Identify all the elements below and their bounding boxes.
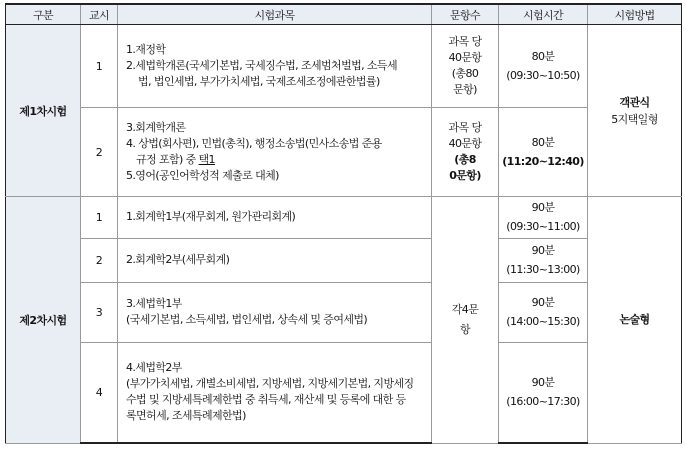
exam-time-cell	[499, 197, 588, 239]
subject-line: 법, 법인세법, 부가가치세법, 국제조세조정에관한법률)	[138, 75, 380, 89]
exam-time-cell	[499, 238, 588, 282]
count-line: 각4문	[451, 302, 479, 316]
round-1-label: 제1차시험	[6, 25, 81, 197]
exam-time-cell	[499, 342, 588, 443]
header-exam-method: 시험방법	[588, 4, 682, 25]
header-subjects: 시험과목	[118, 4, 432, 25]
header-exam-time: 시험시간	[499, 4, 588, 25]
duration: 80분	[531, 50, 555, 64]
period-cell: 1	[81, 25, 118, 108]
subject-line: (국세기본법, 소득세법, 법인세법, 상속세 및 증여세법)	[126, 313, 368, 327]
subject-line: 2.세법학개론(국세기본법, 국세징수법, 조세범처벌법, 소득세	[126, 59, 397, 73]
subject-line: 3.회계학개론	[126, 121, 186, 135]
time-range: (16:00~17:30)	[506, 395, 580, 409]
count-line: 과목 당	[448, 35, 482, 49]
duration: 90분	[531, 244, 555, 258]
duration: 90분	[531, 201, 555, 215]
count-line: 문항)	[453, 83, 477, 97]
subject-line: (부가가치세법, 개별소비세법, 지방세법, 지방세기본법, 지방세징	[126, 377, 414, 391]
subject-line: 2.회계학2부(세무회계)	[126, 253, 230, 267]
subjects-cell	[118, 108, 432, 197]
subjects-cell	[118, 197, 432, 239]
period-cell: 4	[81, 342, 118, 443]
question-count-cell	[432, 108, 499, 197]
time-range: (09:30~11:00)	[506, 220, 580, 234]
duration: 90분	[531, 296, 555, 310]
question-count-cell	[432, 25, 499, 108]
count-line: 40문항	[448, 137, 482, 151]
subject-line: 1.재정학	[126, 43, 166, 57]
header-question-count: 문항수	[432, 4, 499, 25]
subject-line: 4.세법학2부	[126, 361, 182, 375]
round-2-method: 논술형	[588, 197, 682, 443]
exam-time-cell	[499, 108, 588, 197]
subject-line: 1.회계학1부(재무회계, 원가관리회계)	[126, 210, 296, 224]
count-line: 40문항	[448, 51, 482, 65]
table-row	[6, 25, 682, 108]
subject-text: 규정 포함) 중	[136, 153, 199, 167]
subject-line: 3.세법학1부	[126, 297, 182, 311]
table-row	[6, 108, 682, 197]
subject-line	[126, 152, 425, 168]
period-cell: 2	[81, 238, 118, 282]
subject-choice: 택1	[198, 153, 215, 167]
count-line: (총8	[454, 153, 476, 167]
table-row	[6, 197, 682, 239]
period-cell: 1	[81, 197, 118, 239]
time-range: (09:30~10:50)	[506, 69, 580, 83]
count-line: (총80	[451, 67, 479, 81]
subject-line: 수법 및 지방세특례제한법 중 취득세, 재산세 및 등록에 대한 등	[126, 393, 406, 407]
table-header-row	[6, 4, 682, 25]
subjects-cell	[118, 342, 432, 443]
duration: 80분	[531, 136, 555, 150]
time-range: (14:00~15:30)	[506, 315, 580, 329]
method-detail: 5지택일형	[611, 112, 658, 126]
subject-line: 록면허세, 조세특례제한법)	[126, 409, 246, 423]
header-period: 교시	[81, 4, 118, 25]
count-line: 과목 당	[448, 121, 482, 135]
time-range: (11:20~12:40)	[502, 155, 584, 169]
subjects-cell	[118, 25, 432, 108]
time-range: (11:30~13:00)	[506, 263, 580, 277]
subject-line: 5.영어(공인어학성적 제출로 대체)	[126, 169, 279, 183]
round-2-label: 제2차시험	[6, 197, 81, 443]
exam-time-cell	[499, 282, 588, 342]
period-cell: 3	[81, 282, 118, 342]
table-row	[6, 238, 682, 282]
round-1-method	[588, 25, 682, 197]
table-row	[6, 282, 682, 342]
table-row	[6, 342, 682, 443]
exam-schedule-table	[5, 3, 682, 444]
count-line: 항	[459, 322, 471, 336]
method-type: 객관식	[619, 95, 650, 109]
exam-time-cell	[499, 25, 588, 108]
duration: 90분	[531, 376, 555, 390]
header-category: 구분	[6, 4, 81, 25]
subjects-cell	[118, 282, 432, 342]
count-line: 0문항)	[449, 169, 481, 183]
period-cell: 2	[81, 108, 118, 197]
round-2-question-count	[432, 197, 499, 443]
subjects-cell	[118, 238, 432, 282]
subject-line: 4. 상법(회사편), 민법(총칙), 행정소송법(민사소송법 준용	[126, 137, 382, 151]
